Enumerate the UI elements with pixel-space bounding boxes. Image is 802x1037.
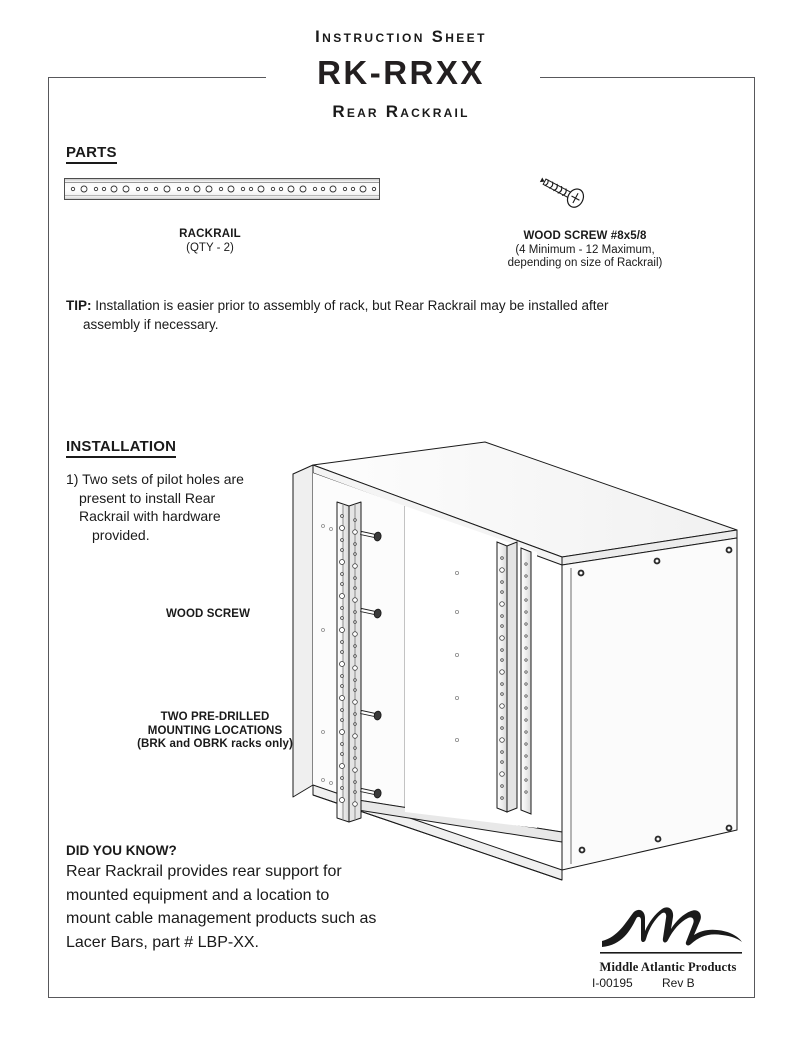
- tip-block: [66, 296, 726, 334]
- step-1-line-3: Rackrail with hardware: [79, 508, 221, 524]
- tip-line-1: Installation is easier prior to assembly of rack, but Rear Rackrail may be installed after: [95, 298, 609, 313]
- middle-atlantic-ma-logo: [596, 905, 746, 963]
- company-name: Middle Atlantic Products: [599, 960, 737, 974]
- wood-screw-icon: [536, 172, 592, 212]
- document-revision: Rev B: [662, 976, 695, 990]
- page-title: Instruction Sheet: [315, 28, 487, 46]
- parts-heading: PARTS: [66, 144, 117, 164]
- border-right: [754, 77, 755, 998]
- dyk-line-2: mounted equipment and a location to: [66, 886, 330, 904]
- page-subtitle: Rear Rackrail: [332, 102, 470, 121]
- title-block: [0, 0, 802, 130]
- step-1-line-1: 1) Two sets of pilot holes are: [66, 471, 244, 487]
- border-top-right: [540, 77, 755, 78]
- did-you-know-heading: DID YOU KNOW?: [66, 843, 177, 858]
- model-number: RK-RRXX: [317, 54, 485, 91]
- tip-label: TIP:: [66, 298, 92, 313]
- border-top-left: [48, 77, 266, 78]
- wood-screw-note-2: depending on size of Rackrail): [507, 257, 663, 269]
- document-number: I-00195: [592, 976, 633, 990]
- rackrail-label: RACKRAIL: [179, 228, 241, 240]
- callout-predrilled-line-2: MOUNTING LOCATIONS: [147, 724, 283, 737]
- border-bottom: [48, 997, 755, 998]
- rack-isometric-diagram: [285, 440, 745, 890]
- dyk-line-4: Lacer Bars, part # LBP-XX.: [66, 933, 259, 951]
- step-1-line-4: provided.: [92, 526, 150, 543]
- dyk-line-3: mount cable management products such as: [66, 910, 377, 927]
- callout-predrilled-line-3: (BRK and OBRK racks only): [137, 738, 293, 750]
- border-left: [48, 77, 49, 998]
- wood-screw-label: WOOD SCREW #8x5/8: [523, 230, 647, 242]
- callout-predrilled-line-1: TWO PRE-DRILLED: [160, 711, 270, 723]
- callout-wood-screw: WOOD SCREW: [165, 608, 251, 620]
- installation-heading: INSTALLATION: [66, 438, 176, 458]
- tip-line-2: assembly if necessary.: [83, 317, 219, 332]
- rackrail-bar-icon: [64, 176, 380, 202]
- dyk-line-1: Rear Rackrail provides rear support for: [66, 863, 342, 880]
- step-1-line-2: present to install Rear: [79, 489, 216, 506]
- wood-screw-note-1: (4 Minimum - 12 Maximum,: [515, 244, 655, 256]
- rackrail-quantity: (QTY - 2): [186, 242, 234, 254]
- did-you-know-body: [66, 860, 486, 954]
